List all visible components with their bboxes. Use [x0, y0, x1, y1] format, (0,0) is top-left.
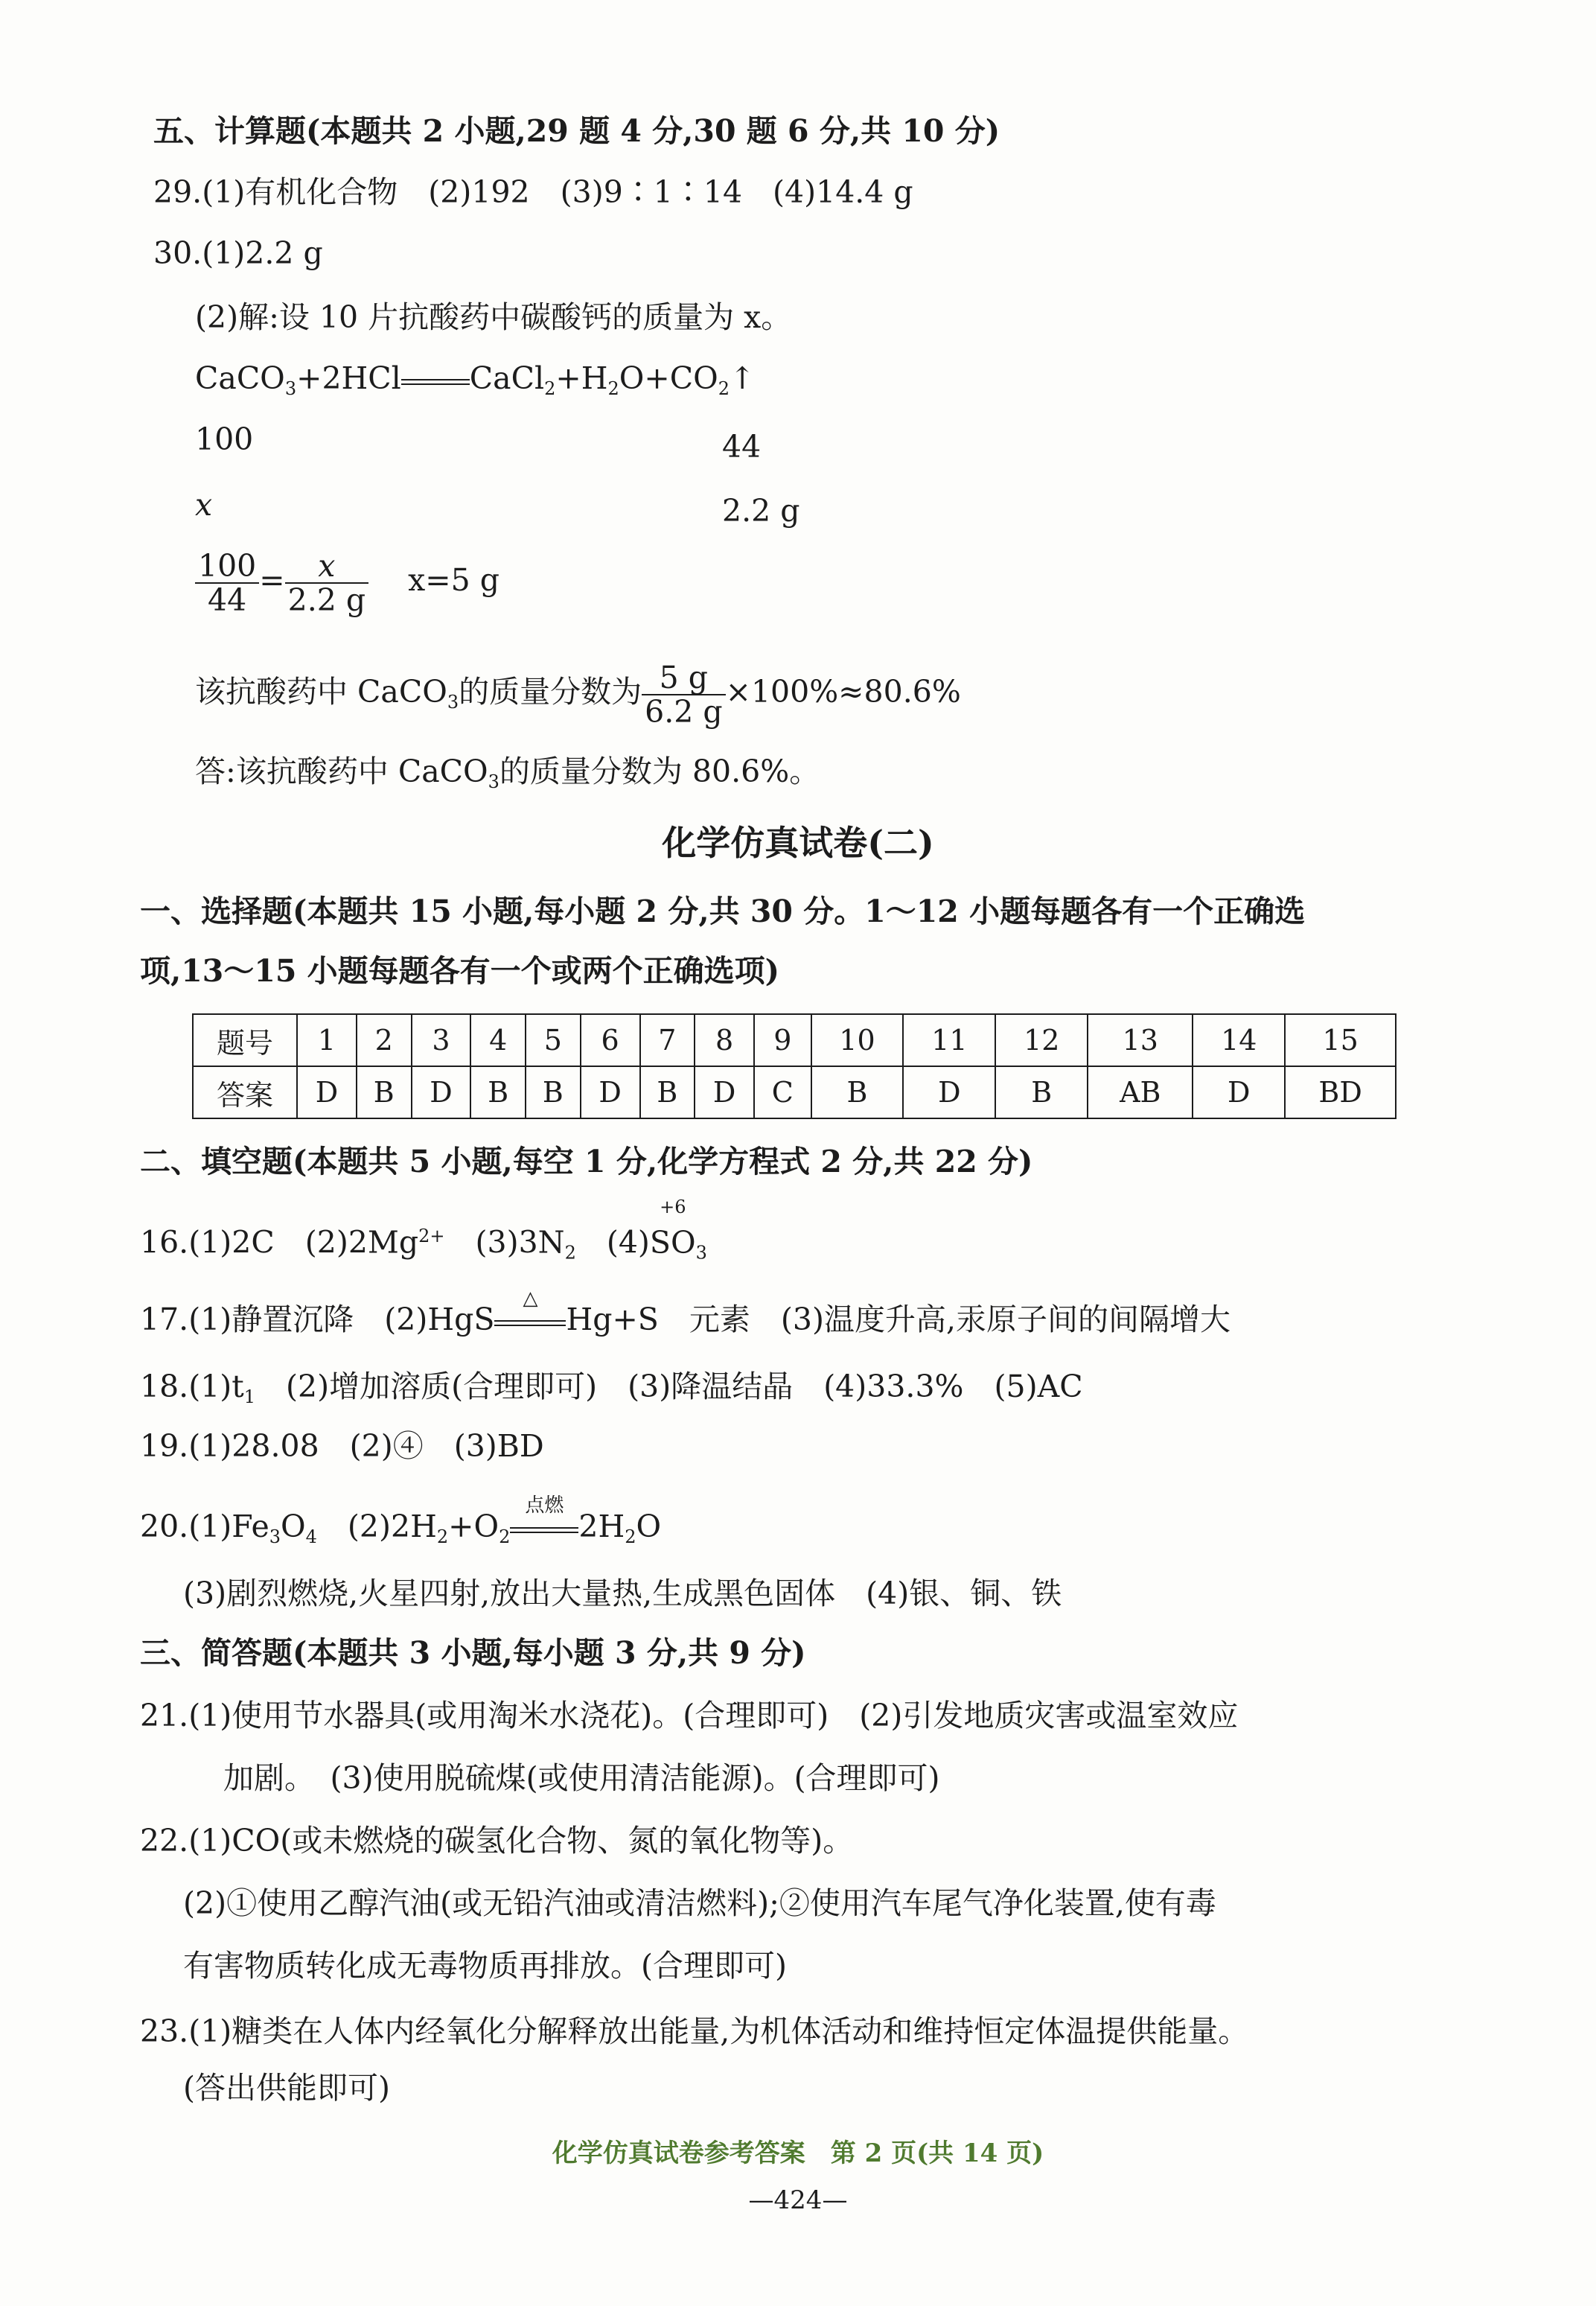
- section-1-heading-line1: 一、选择题(本题共 15 小题,每小题 2 分,共 30 分。1～12 小题每题各有一个正确选: [140, 894, 1306, 929]
- table-cell: 4: [470, 1014, 526, 1066]
- section-2-heading: 二、填空题(本题共 5 小题,每空 1 分,化学方程式 2 分,共 22 分): [140, 1144, 1033, 1179]
- proportion-equation: $\frac{100}{44}$ = $\frac{x}{2.2 g}$ x=5 g: [195, 547, 499, 617]
- table-header-question: 题号: [193, 1014, 297, 1066]
- answer-22-line3: 有害物质转化成无毒物质再排放。(合理即可): [183, 1948, 787, 1984]
- table-cell: 14: [1193, 1014, 1285, 1066]
- table-cell: D: [903, 1066, 995, 1118]
- multiple-choice-answer-table: [192, 1013, 1396, 1119]
- table-cell: BD: [1285, 1066, 1396, 1118]
- answer-16: 16.(1)2C $(2)2Mg^{2+}$ $(3)3N_2$ (4) +6 $SO_3$: [140, 1196, 707, 1264]
- answer-20-line1: $20.(1)Fe_3O_4$ $(2)2H_2+O_2$ 点燃 $2H_2O$: [140, 1494, 662, 1547]
- table-cell: B: [357, 1066, 412, 1118]
- answer-22-line2: (2)①使用乙醇汽油(或无铅汽油或清洁燃料);②使用汽车尾气净化装置,使有毒: [183, 1885, 1216, 1921]
- answer-19: 19.(1)28.08 (2)④ (3)BD: [140, 1428, 544, 1464]
- section-1-heading-line2: 项,13～15 小题每题各有一个或两个正确选项): [140, 953, 780, 989]
- equation-caco3-hcl: CaCO$_3$+2HCl $CaCl_2+H_2O+CO_2↑$: [195, 360, 756, 399]
- table-header-answer: 答案: [193, 1066, 297, 1118]
- table-row-question-numbers: [193, 1014, 1396, 1066]
- answer-23-line1: 23.(1)糖类在人体内经氧化分解释放出能量,为机体活动和维持恒定体温提供能量。: [140, 2013, 1249, 2049]
- table-cell: 7: [640, 1014, 695, 1066]
- answer-23-line2: (答出供能即可): [183, 2070, 390, 2106]
- table-cell: 13: [1088, 1014, 1193, 1066]
- exam-title: 化学仿真试卷(二): [662, 823, 934, 863]
- section-5-heading: 五、计算题(本题共 2 小题,29 题 4 分,30 题 6 分,共 10 分): [153, 113, 1000, 149]
- table-cell: C: [754, 1066, 811, 1118]
- table-cell: 1: [297, 1014, 357, 1066]
- table-cell: D: [581, 1066, 640, 1118]
- answer-30-part1: 30.(1)2.2 g: [153, 235, 323, 271]
- answer-20-line2: (3)剧烈燃烧,火星四射,放出大量热,生成黑色固体 (4)银、铜、铁: [183, 1576, 1062, 1611]
- unknown-x: x: [195, 487, 213, 523]
- table-row-answers: [193, 1066, 1396, 1118]
- answer-30-conclusion: 答:该抗酸药中 CaCO$_3$的质量分数为 80.6%。: [195, 754, 820, 792]
- answer-21-line2: 加剧。 (3)使用脱硫煤(或使用清洁能源)。(合理即可): [223, 1760, 940, 1796]
- table-cell: D: [695, 1066, 754, 1118]
- answer-21-line1: 21.(1)使用节水器具(或用淘米水浇花)。(合理即可) (2)引发地质灾害或温室效应: [140, 1698, 1239, 1733]
- table-cell: B: [811, 1066, 904, 1118]
- table-cell: 12: [995, 1014, 1088, 1066]
- table-cell: 8: [695, 1014, 754, 1066]
- table-cell: 3: [412, 1014, 471, 1066]
- table-cell: B: [526, 1066, 581, 1118]
- answer-18: $18.(1)t_1$ (2)增加溶质(合理即可) (3)降温结晶 (4)33.3% (5)AC: [140, 1369, 1083, 1407]
- table-cell: D: [1193, 1066, 1285, 1118]
- mass-co2: 2.2 g: [722, 493, 800, 529]
- table-cell: B: [470, 1066, 526, 1118]
- table-cell: AB: [1088, 1066, 1193, 1118]
- section-3-heading: 三、简答题(本题共 3 小题,每小题 3 分,共 9 分): [140, 1635, 806, 1671]
- answer-30-part2-intro: (2)解:设 10 片抗酸药中碳酸钙的质量为 x。: [195, 299, 792, 335]
- answer-22-line1: 22.(1)CO(或未燃烧的碳氢化合物、氮的氧化物等)。: [140, 1823, 854, 1859]
- table-cell: B: [640, 1066, 695, 1118]
- table-cell: 15: [1285, 1014, 1396, 1066]
- mass-fraction-calculation: 该抗酸药中 CaCO$_3$的质量分数为 $\frac{5 g}{6.2 g}$ ×100%≈80.6%: [195, 659, 961, 730]
- answer-29: 29.(1)有机化合物 (2)192 (3)9∶1∶14 (4)14.4 g: [153, 174, 913, 210]
- answer-17: 17.(1)静置沉降 (2)HgS △ Hg+S 元素 (3)温度升高,汞原子间的间隔增大: [140, 1287, 1231, 1337]
- table-cell: 5: [526, 1014, 581, 1066]
- table-cell: 10: [811, 1014, 904, 1066]
- table-cell: 9: [754, 1014, 811, 1066]
- table-cell: 11: [903, 1014, 995, 1066]
- table-cell: D: [297, 1066, 357, 1118]
- page-number: —424—: [748, 2185, 848, 2215]
- page-footer: 化学仿真试卷参考答案 第 2 页(共 14 页): [552, 2138, 1044, 2168]
- molar-mass-caco3: 100: [195, 421, 254, 457]
- table-cell: 2: [357, 1014, 412, 1066]
- molar-mass-co2: 44: [722, 429, 762, 465]
- table-cell: D: [412, 1066, 471, 1118]
- table-cell: 6: [581, 1014, 640, 1066]
- table-cell: B: [995, 1066, 1088, 1118]
